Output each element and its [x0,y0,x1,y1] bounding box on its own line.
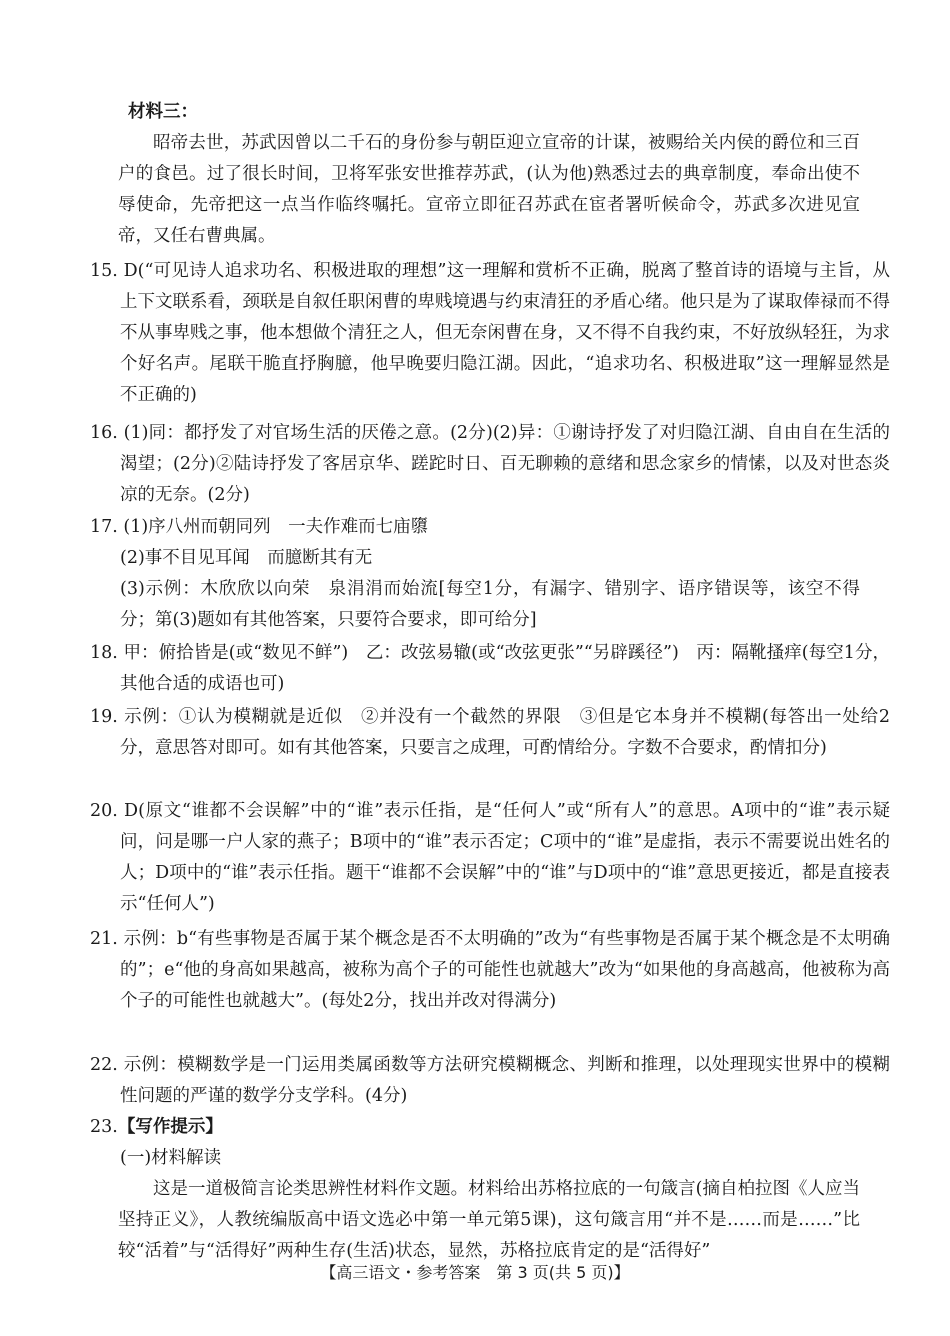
answer-16: 16. (1)同：都抒发了对官场生活的厌倦之意。(2分)(2)异：①谢诗抒发了对归隐江湖、自由自在生活的渴望；(2分)②陆诗抒发了客居京华、蹉跎时日、百无聊赖的意绪和思念家乡的情愫，以及对世态炎凉的无奈。(2分) [90,423,890,505]
answer-22: 22. 示例：模糊数学是一门运用类属函数等方法研究模糊概念、判断和推理，以处理现实世界中的模糊性问题的严谨的数学分支学科。(4分) [90,1055,890,1106]
answer-15: 15. D(“可见诗人追求功名、积极进取的理想”这一理解和赏析不正确，脱离了整首诗的语境与主旨，从上下文联系看，颈联是自叙任职闲曹的卑贱境遇与约束清狂的矛盾心绪。他只是为了谋取俸禄而不得不从事卑贱之事，他本想做个清狂之人，但无奈闲曹在身，又不得不自我约束，不好放纵轻狂，为求个好名声。尾联干脆直抒胸臆，他早晚要归隐江湖。因此，“追求功名、积极进取”这一理解显然是不正确的) [90,261,890,405]
answer-17-1: 17. (1)序八州而朝同列 一夫作难而七庙隳 [90,517,429,537]
page-footer: 【高三语文・参考答案 第 3 页(共 5 页)】 [320,1263,630,1282]
answer-21: 21. 示例：b“有些事物是否属于某个概念是否不太明确的”改为“有些事物是否属于某个概念是不太明确的”；e“他的身高如果越高，被称为高个子的可能性也就越大”改为“如果他的身高越高，他被称为高个子的可能性也就越大”。(每处2分，找出并改对得满分) [90,929,890,1011]
answer-18: 18. 甲：俯拾皆是(或“数见不鲜”) 乙：改弦易辙(或“改弦更张”“另辟蹊径”) 丙：隔靴搔痒(每空1分，其他合适的成语也可) [90,643,890,694]
material3-heading: 材料三： [128,102,198,122]
material-interpretation-heading: (一)材料解读 [120,1148,222,1168]
answer-20: 20. D(原文“谁都不会误解”中的“谁”表示任指，是“任何人”或“所有人”的意思。A项中的“谁”表示疑问，问是哪一户人家的燕子；B项中的“谁”表示否定；C项中的“谁”是虚指，表示不需要说出姓名的人；D项中的“谁”表示任指。题干“谁都不会误解”中的“谁”与D项中的“谁”意思更接近，都是直接表示“任何人”) [90,801,890,914]
answer-19: 19. 示例：①认为模糊就是近似 ②并没有一个截然的界限 ③但是它本身并不模糊(每答出一处给2分，意思答对即可。如有其他答案，只要言之成理，可酌情给分。字数不合要求，酌情扣分) [90,707,890,758]
answer-23-heading [90,1112,860,1143]
answer-17-2: (2)事不目见耳闻 而臆断其有无 [120,548,373,568]
answer-23-number: 23. [90,1117,118,1137]
answer-17-3: (3)示例：木欣欣以向荣 泉涓涓而始流[每空1分，有漏字、错别字、语序错误等，该空不得分；第(3)题如有其他答案，只要符合要求，即可给分] [120,579,860,630]
material3-text: 昭帝去世，苏武因曾以二千石的身份参与朝臣迎立宣帝的计谋，被赐给关内侯的爵位和三百户的食邑。过了很长时间，卫将军张安世推荐苏武，(认为他)熟悉过去的典章制度，奉命出使不辱使命，先帝把这一点当作临终嘱托。宣帝立即征召苏武在宦者署听候命令，苏武多次进见宣帝，又任右曹典属。 [118,133,860,246]
material-interpretation-text: 这是一道极简言论类思辨性材料作文题。材料给出苏格拉底的一句箴言(摘自柏拉图《人应当坚持正义》，人教统编版高中语文选必中第一单元第5课)，这句箴言用“并不是……而是……”比较“活着”与“活得好”两种生存(生活)状态，显然，苏格拉底肯定的是“活得好” [118,1179,860,1261]
writing-tips-heading: 【写作提示】 [117,1117,223,1137]
